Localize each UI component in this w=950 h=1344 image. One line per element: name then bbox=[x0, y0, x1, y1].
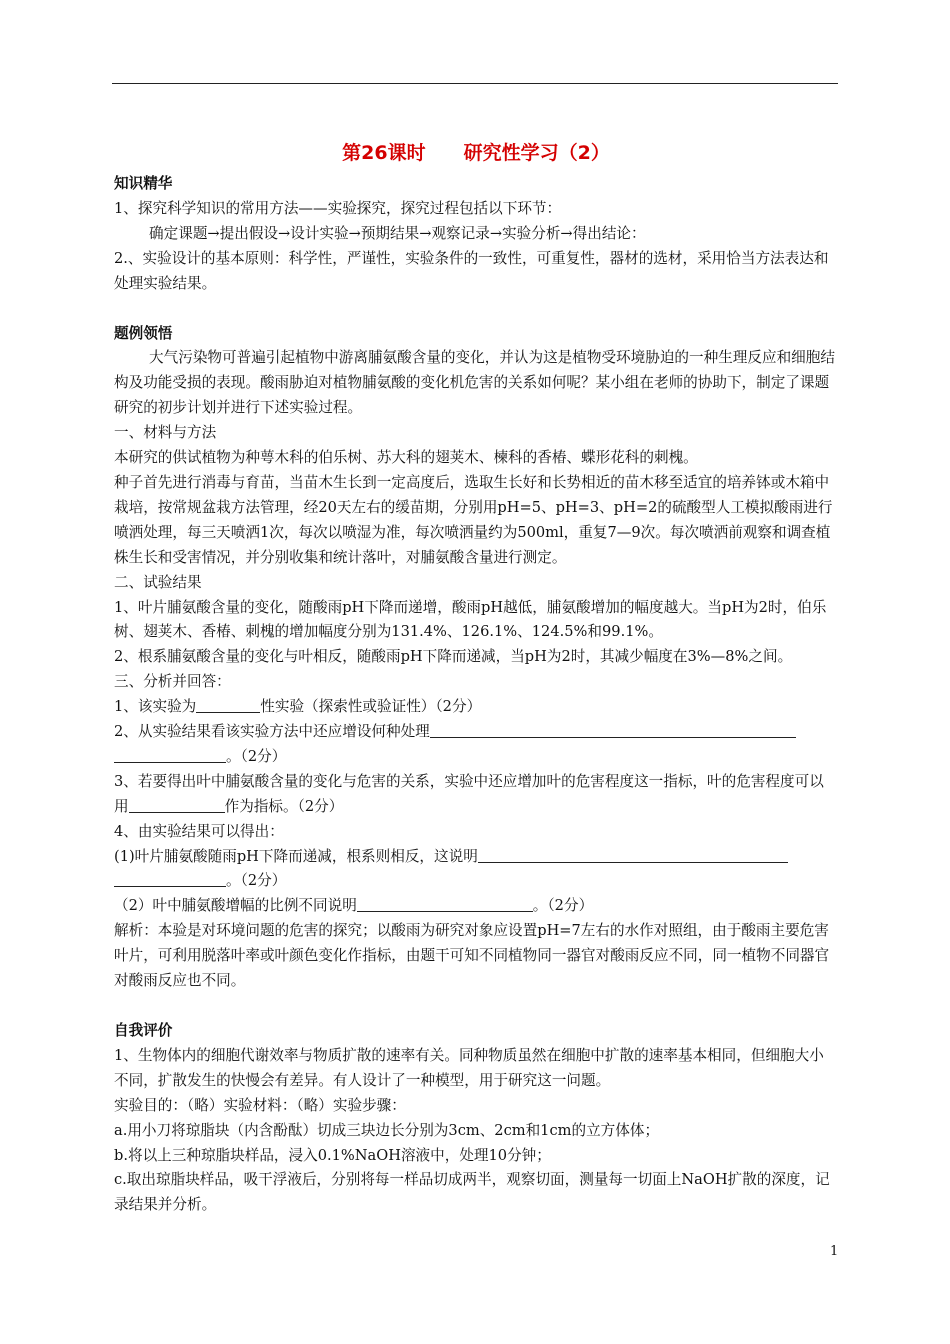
question-text: 1、该实验为 bbox=[114, 698, 197, 716]
inquiry-steps: 确定课题→提出假设→设计实验→预期结果→观察记录→实验分析→得出结论： bbox=[149, 224, 646, 242]
analysis-paragraph: 解析：本验是对环境问题的危害的探究；以酸雨为研究对象应设置pH=7左右的水作对照组，由于酸雨主要危害叶片，可利用脱落叶率或叶颜色变化作指标，由题干可知不同植物同一器官对酸雨反应不同，同一植物不同器官对酸雨反应也不同。 bbox=[114, 922, 830, 990]
self-eval-paragraph: 实验目的：（略）实验材料：（略）实验步骤： bbox=[114, 1096, 406, 1114]
answer-blank[interactable] bbox=[114, 870, 226, 887]
answer-blank[interactable] bbox=[478, 846, 788, 863]
question-4-1 bbox=[114, 845, 838, 895]
question-text: （2）叶中脯氨酸增幅的比例不同说明 bbox=[114, 897, 357, 915]
answer-blank[interactable] bbox=[129, 796, 225, 813]
result-paragraph: 1、叶片脯氨酸含量的变化，随酸雨pH下降而递增，酸雨pH越低，脯氨酸增加的幅度越大。当pH为2时，伯乐树、翅荚木、香椿、刺槐的增加幅度分别为131.4%、126.1%、124.5%和99.1%。 bbox=[114, 598, 827, 641]
section-heading-examples: 题例领悟 bbox=[114, 324, 173, 342]
knowledge-paragraph: 2.、实验设计的基本原则：科学性，严谨性，实验条件的一致性，可重复性，器材的选材，采用恰当方法表达和处理实验结果。 bbox=[114, 249, 829, 292]
methods-paragraph: 种子首先进行消毒与育苗，当苗木生长到一定高度后，选取生长好和长势相近的苗木移至适宜的培养钵或木箱中栽培，按常规盆栽方法管理，经20天左右的缓苗期，分别用pH=5、pH=3、pH=2的硫酸型人工模拟酸雨进行喷洒处理，每三天喷洒1次，每次以喷湿为准，每次喷洒量约为500ml，重复7—9次。每次喷洒前观察和调查植株生长和受害情况，并分别收集和统计落叶，对脯氨酸含量进行测定。 bbox=[114, 473, 833, 566]
lesson-title: 第26课时 研究性学习（2） bbox=[342, 142, 610, 164]
example-intro: 大气污染物可普遍引起植物中游离脯氨酸含量的变化，并认为这是植物受环境胁迫的一种生理反应和细胞结构及功能受损的表现。酸雨胁迫对植物脯氨酸的变化机危害的关系如何呢？某小组在老师的协助下，制定了课题研究的初步计划并进行下述实验过程。 bbox=[114, 349, 835, 417]
question-text: 性实验（探索性或验证性）（2分） bbox=[260, 698, 482, 716]
question-text: 3、若要得出叶中脯氨酸含量的变化与危害的关系，实验中还应增加叶的危害程度这一指标，叶的危害程度可以用 bbox=[114, 772, 824, 815]
experiment-step: c.取出琼脂块样品，吸干浮液后，分别将每一样品切成两半，观察切面，测量每一切面上NaOH扩散的深度，记录结果并分析。 bbox=[114, 1171, 830, 1214]
question-text: 。（2分） bbox=[226, 747, 287, 765]
knowledge-paragraph: 1、探究科学知识的常用方法——实验探究，探究过程包括以下环节： bbox=[114, 199, 562, 217]
question-3 bbox=[114, 770, 838, 820]
answer-blank[interactable] bbox=[430, 721, 796, 738]
question-4-2 bbox=[114, 894, 838, 919]
question-text: (1)叶片脯氨酸随雨pH下降而递减，根系则相反，这说明 bbox=[114, 847, 478, 865]
answer-blank[interactable] bbox=[357, 895, 533, 912]
answer-blank[interactable] bbox=[114, 746, 226, 763]
question-text: 。（2分） bbox=[532, 897, 594, 915]
document-body bbox=[114, 138, 838, 1218]
subheading-materials: 一、材料与方法 bbox=[114, 424, 217, 442]
experiment-step: b.将以上三种琼脂块样品，浸入0.1%NaOH溶液中，处理10分钟； bbox=[114, 1146, 551, 1164]
subheading-results: 二、试验结果 bbox=[114, 573, 202, 591]
self-eval-paragraph: 1、生物体内的细胞代谢效率与物质扩散的速率有关。同种物质虽然在细胞中扩散的速率基本相同，但细胞大小不同，扩散发生的快慢会有差异。有人设计了一种模型，用于研究这一问题。 bbox=[114, 1046, 824, 1089]
question-2 bbox=[114, 720, 838, 770]
result-paragraph: 2、根系脯氨酸含量的变化与叶相反，随酸雨pH下降而递减，当pH为2时，其减少幅度在3%—8%之间。 bbox=[114, 648, 793, 666]
question-1 bbox=[114, 695, 838, 720]
question-text: 。（2分） bbox=[226, 872, 287, 890]
page-number: 1 bbox=[830, 1244, 839, 1259]
question-text: 2、从实验结果看该实验方法中还应增设何种处理 bbox=[114, 723, 430, 741]
section-heading-knowledge: 知识精华 bbox=[114, 175, 173, 192]
question-4: 4、由实验结果可以得出： bbox=[114, 822, 284, 840]
header-rule bbox=[112, 83, 838, 84]
experiment-step: a.用小刀将琼脂块（内含酚酞）切成三块边长分别为3cm、2cm和1cm的立方体体； bbox=[114, 1121, 660, 1139]
question-text: 作为指标。（2分） bbox=[224, 797, 344, 815]
section-heading-self-evaluation: 自我评价 bbox=[114, 1022, 173, 1039]
answer-blank[interactable] bbox=[196, 696, 260, 713]
subheading-analysis: 三、分析并回答： bbox=[114, 673, 231, 691]
materials-paragraph: 本研究的供试植物为种萼木科的伯乐树、苏大科的翅荚木、楝科的香椿、蝶形花科的刺槐。 bbox=[114, 449, 698, 467]
